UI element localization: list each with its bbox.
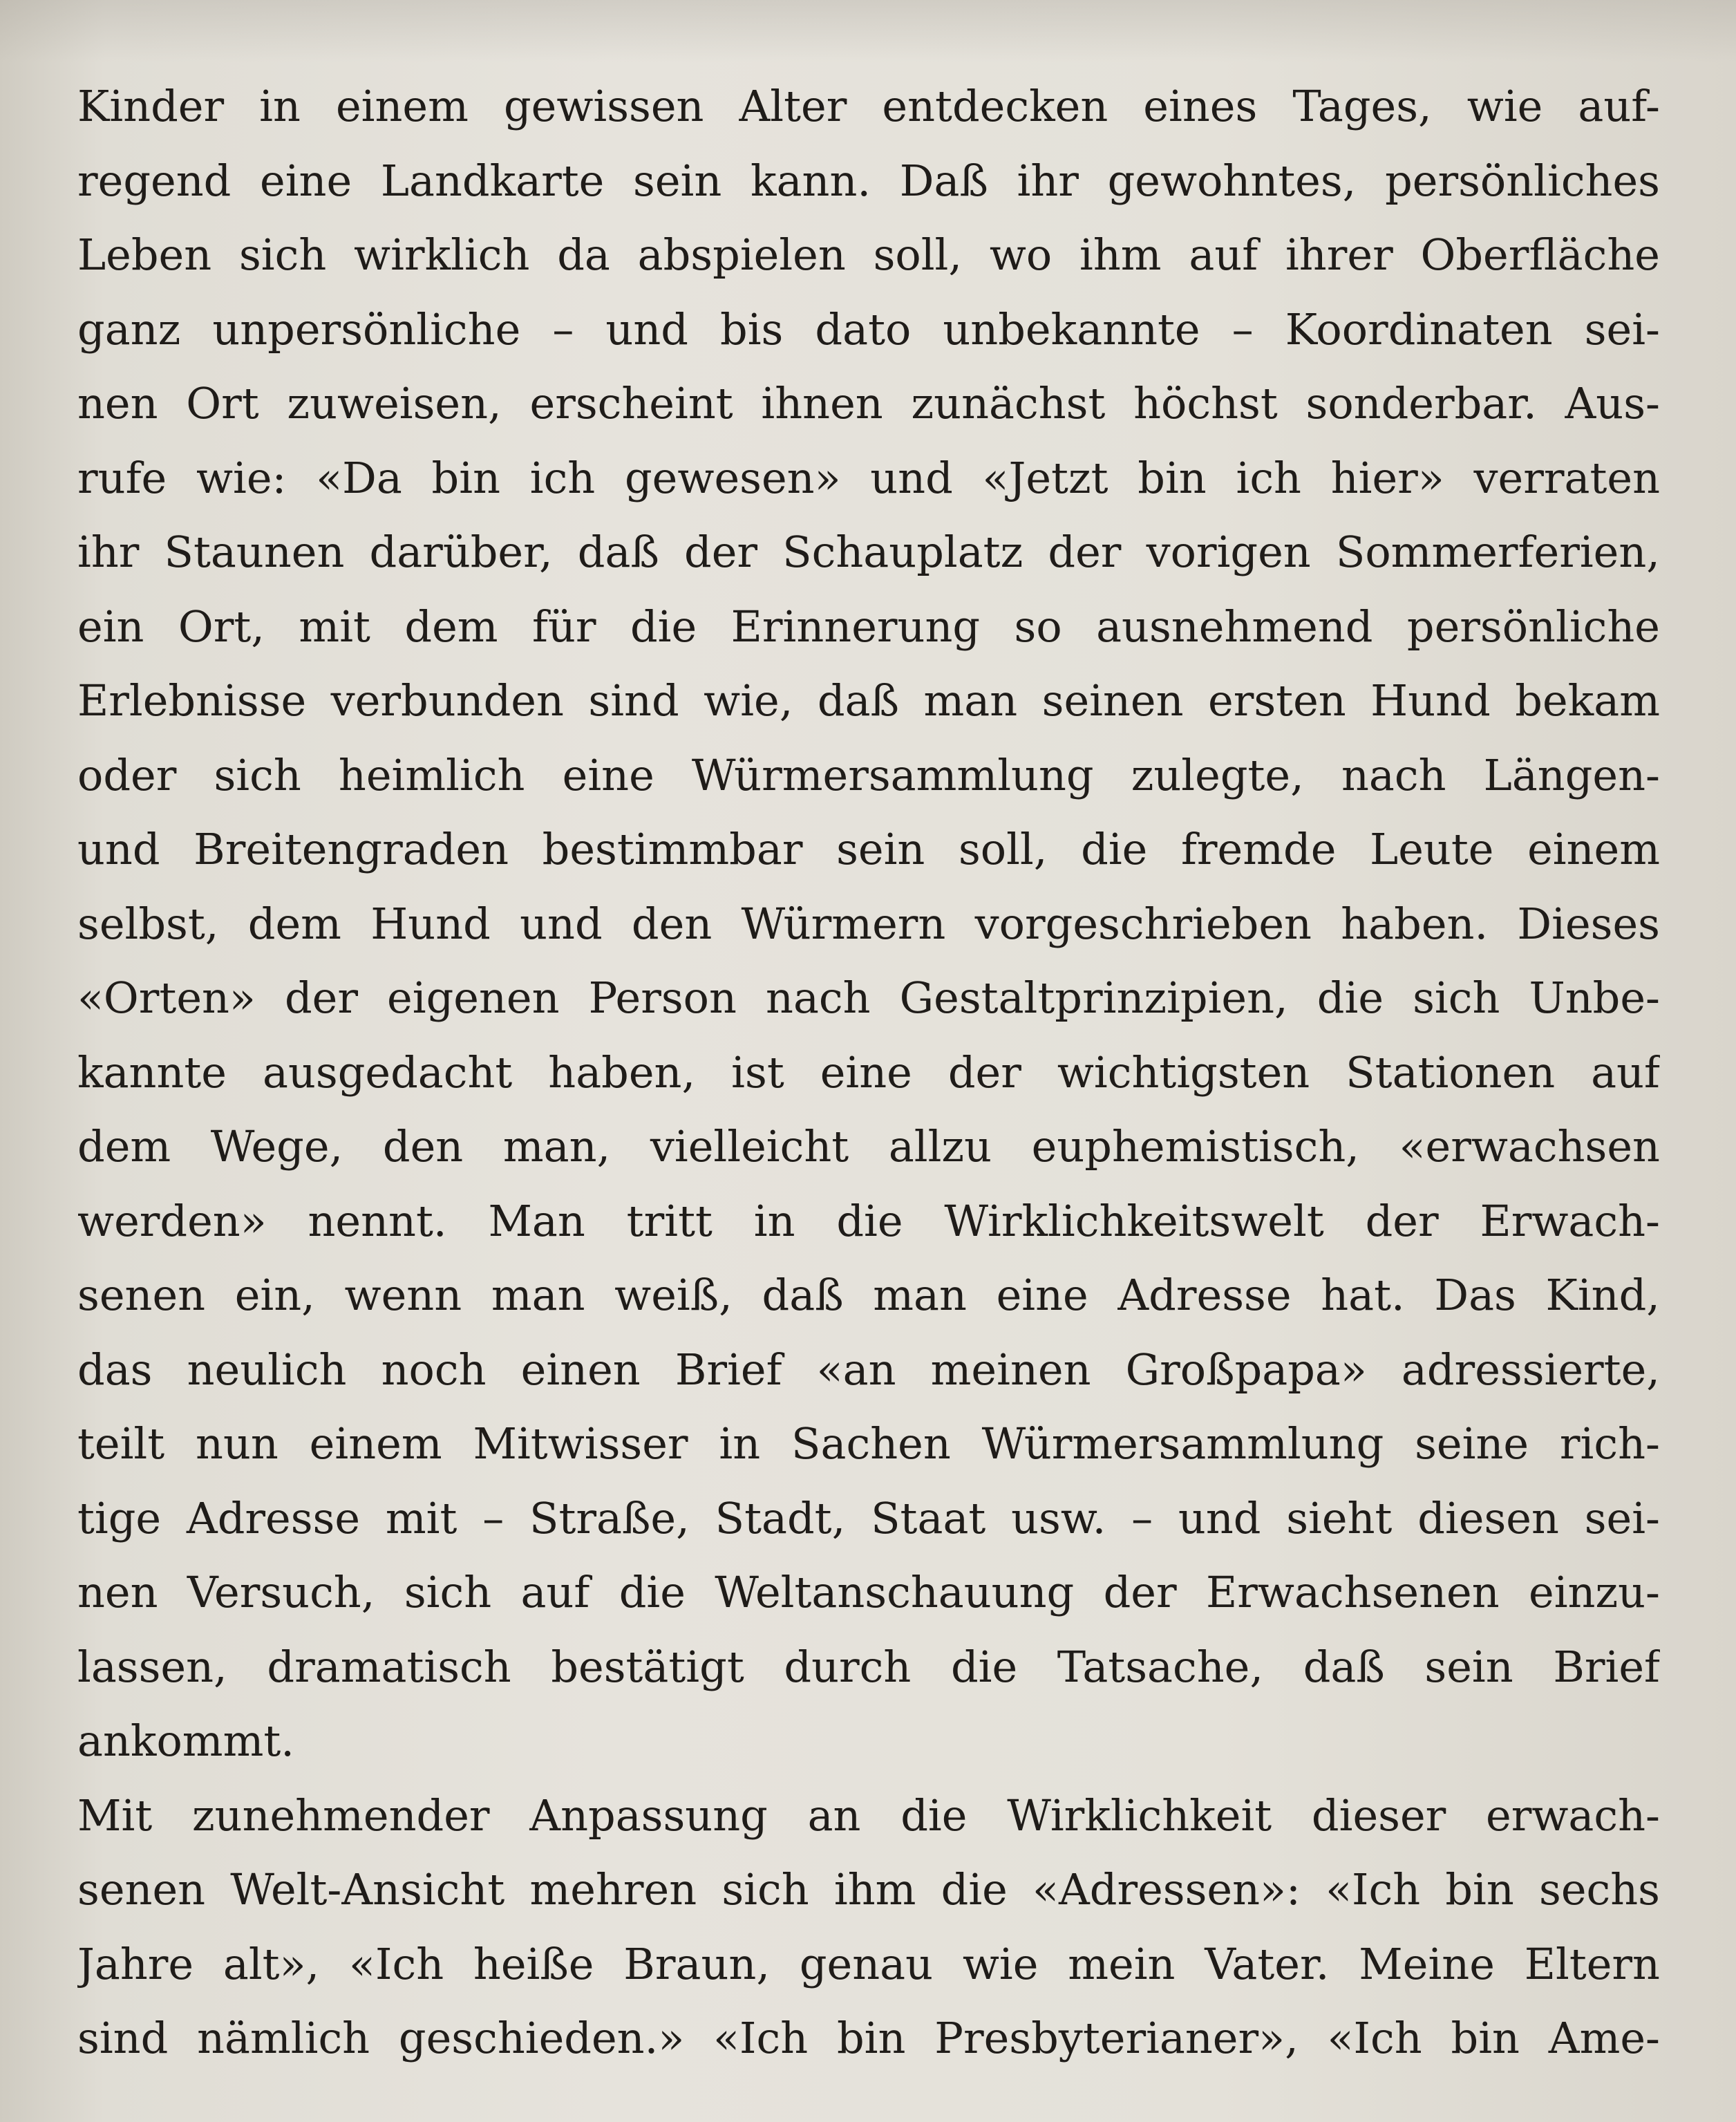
text-line: ganz unpersönliche – und bis dato unbekannte – Koordinaten sei- <box>77 303 1660 355</box>
paragraph-1 <box>77 69 1660 1778</box>
text-line: werden» nennt. Man tritt in die Wirklichkeitswelt der Erwach- <box>77 1195 1660 1246</box>
body-text <box>77 69 1660 2076</box>
text-line: regend eine Landkarte sein kann. Daß ihr gewohntes, persönliches <box>77 155 1660 206</box>
text-line: senen ein, wenn man weiß, daß man eine Adresse hat. Das Kind, <box>77 1270 1660 1320</box>
text-line: ein Ort, mit dem für die Erinnerung so ausnehmend persönliche <box>77 601 1660 652</box>
text-line: teilt nun einem Mitwisser in Sachen Würmersammlung seine rich- <box>77 1418 1660 1469</box>
text-line: Leben sich wirklich da abspielen soll, wo ihm auf ihrer Oberfläche <box>77 229 1660 280</box>
text-line: oder sich heimlich eine Würmersammlung zulegte, nach Längen- <box>77 749 1660 800</box>
text-line: Jahre alt», «Ich heiße Braun, genau wie mein Vater. Meine Eltern <box>77 1938 1660 1989</box>
text-line: Kinder in einem gewissen Alter entdecken eines Tages, wie auf- <box>77 81 1660 131</box>
text-line: senen Welt-Ansicht mehren sich ihm die «Adressen»: «Ich bin sechs <box>77 1864 1660 1915</box>
text-line: kannte ausgedacht haben, ist eine der wichtigsten Stationen auf <box>77 1046 1660 1098</box>
text-line: «Orten» der eigenen Person nach Gestaltprinzipien, die sich Unbe- <box>77 973 1660 1023</box>
text-line: selbst, dem Hund und den Würmern vorgeschrieben haben. Dieses <box>77 898 1660 949</box>
text-line: ihr Staunen darüber, daß der Schauplatz der vorigen Sommerferien, <box>77 527 1660 577</box>
text-line: lassen, dramatisch bestätigt durch die Tatsache, daß sein Brief <box>77 1641 1660 1692</box>
text-line: das neulich noch einen Brief «an meinen Großpapa» adressierte, <box>77 1344 1660 1395</box>
text-line: und Breitengraden bestimmbar sein soll, die fremde Leute einem <box>77 824 1660 874</box>
text-line: ankommt. <box>77 1716 294 1766</box>
page-shadow-top <box>0 0 1736 62</box>
paragraph-2 <box>77 1778 1660 2076</box>
text-line: sind nämlich geschieden.» «Ich bin Presbyterianer», «Ich bin Ame- <box>77 2013 1660 2063</box>
text-line: dem Wege, den man, vielleicht allzu euphemistisch, «erwachsen <box>77 1121 1660 1172</box>
text-line: nen Ort zuweisen, erscheint ihnen zunächst höchst sonderbar. Aus- <box>77 378 1660 429</box>
text-line: rufe wie: «Da bin ich gewesen» und «Jetzt bin ich hier» verraten <box>77 452 1660 503</box>
text-line: Erlebnisse verbunden sind wie, daß man seinen ersten Hund bekam <box>77 675 1660 726</box>
text-line: tige Adresse mit – Straße, Stadt, Staat usw. – und sieht diesen sei- <box>77 1492 1660 1543</box>
text-line: nen Versuch, sich auf die Weltanschauung der Erwachsenen einzu- <box>77 1567 1660 1617</box>
text-line: Mit zunehmender Anpassung an die Wirklichkeit dieser erwach- <box>77 1790 1660 1841</box>
